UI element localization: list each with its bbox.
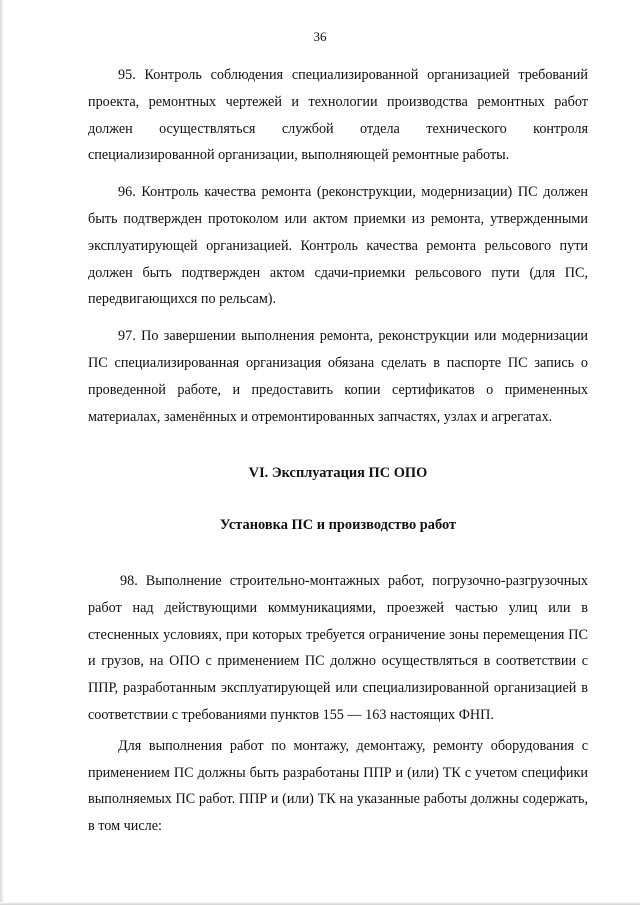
subsection-heading: Установка ПС и производство работ (219, 517, 457, 534)
paragraph-98: 98. Выполнение строительно-монтажных работ, погрузочно-разгрузочных работ над действующими коммуникациями, проезжей частью улиц или в стесненных условиях, при которых требуется ограничение зоны перемещения ПС и грузов, на ОПО с применением ПС должно осуществляться в соответствии с ППР, разработанным эксплуатирующей или специализированной организацией в соответствии с требованиями пунктов 155 — 163 настоящих ФНП. (88, 572, 588, 723)
page-body (88, 62, 588, 840)
paragraph-96: 96. Контроль качества ремонта (реконструкции, модернизации) ПС должен быть подтвержден протоколом или актом приемки из ремонта, утвержденными эксплуатирующей организацией. Контроль качества ремонта рельсового пути должен быть подтвержден актом сдачи-приемки рельсового пути (для ПС, передвигающихся по рельсам). (88, 184, 588, 308)
page-left-edge-shadow (0, 0, 4, 905)
section-heading: VI. Эксплуатация ПС ОПО (248, 465, 428, 482)
paragraph-97: 97. По завершении выполнения ремонта, реконструкции или модернизации ПС специализированная организация обязана сделать в паспорте ПС запись о проведенной работе, и предоставить копии сертификатов о примененных материалах, заменённых и отремонтированных запчастях, узлах и агрегатах. (88, 328, 588, 425)
page-number: 36 (313, 29, 327, 44)
paragraph-98-continuation: Для выполнения работ по монтажу, демонтажу, ремонту оборудования с применением ПС должны быть разработаны ППР и (или) ТК с учетом специфики выполняемых ПС работ. ППР и (или) ТК на указанные работы должны содержать, в том числе: (88, 737, 588, 835)
paragraph-95: 95. Контроль соблюдения специализированной организацией требований проекта, ремонтных чертежей и технологии производства ремонтных работ должен осуществляться службой отдела технического контроля специализированной организации, выполняющей ремонтные работы. (88, 67, 588, 164)
